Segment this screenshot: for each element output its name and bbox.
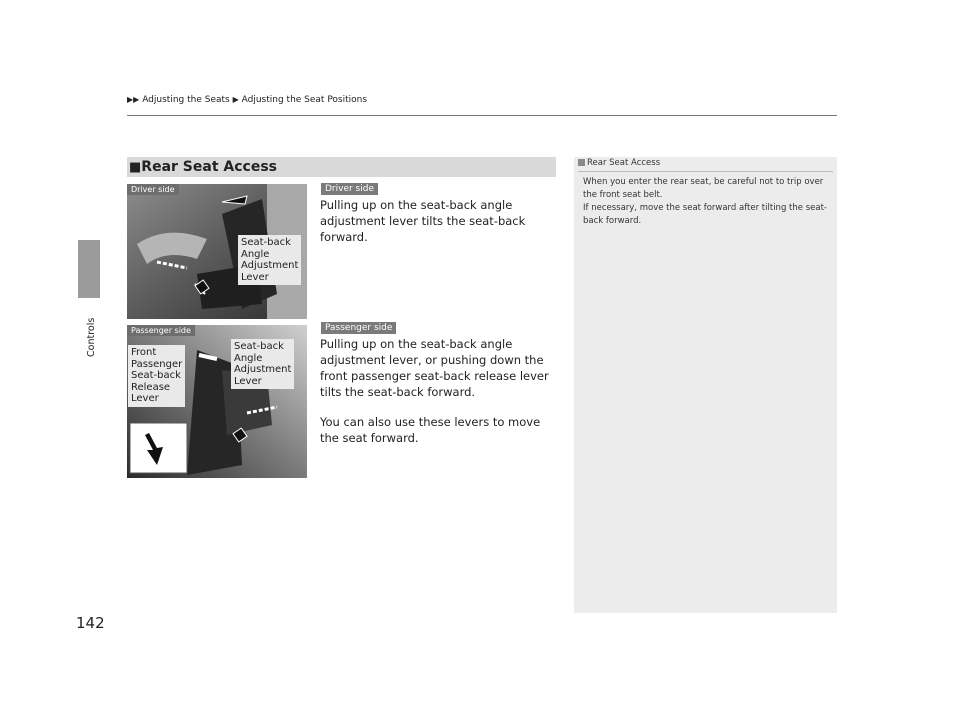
release-lever-callout bbox=[128, 345, 185, 407]
driver-side-text: Pulling up on the seat-back angle adjustment lever tilts the seat-back forward. bbox=[320, 198, 526, 244]
callout-line: Lever bbox=[131, 393, 159, 404]
callout-line: Adjustment bbox=[241, 260, 299, 271]
driver-side-tag: Driver side bbox=[321, 183, 378, 195]
breadcrumb bbox=[127, 95, 367, 105]
breadcrumb-arrow-icon: ▶ bbox=[232, 95, 239, 104]
passenger-side-photo bbox=[127, 325, 307, 478]
passenger-side-text: Pulling up on the seat-back angle adjustment lever, or pushing down the front passenger seat-back release lever tilts the seat-back forward. bbox=[320, 337, 549, 399]
note-text bbox=[583, 176, 828, 228]
callout-line: Release bbox=[131, 381, 171, 393]
section-square-icon: ■ bbox=[129, 160, 142, 175]
section-heading bbox=[127, 157, 556, 177]
callout-line: Passenger bbox=[131, 358, 183, 370]
callout-line: Angle bbox=[241, 248, 270, 260]
driver-side-photo-tag: Driver side bbox=[127, 184, 179, 195]
note-line-2: If necessary, move the seat forward after tilting the seat-back forward. bbox=[583, 203, 827, 226]
driver-angle-lever-callout bbox=[238, 235, 301, 285]
note-title-text: Rear Seat Access bbox=[587, 158, 661, 168]
callout-line: Seat-back bbox=[234, 341, 284, 352]
note-title bbox=[578, 158, 660, 168]
callout-line: Lever bbox=[241, 271, 269, 283]
note-marker-icon bbox=[578, 159, 585, 166]
sidebar-tab bbox=[78, 240, 100, 298]
header-divider bbox=[127, 115, 837, 116]
breadcrumb-part-2[interactable]: Adjusting the Seat Positions bbox=[241, 95, 368, 105]
passenger-side-tag: Passenger side bbox=[321, 322, 396, 334]
page-number: 142 bbox=[76, 614, 105, 632]
passenger-angle-lever-callout bbox=[231, 339, 294, 389]
callout-line: Angle bbox=[234, 352, 263, 364]
sidebar-label: Controls bbox=[86, 317, 97, 357]
section-title: Rear Seat Access bbox=[141, 159, 277, 175]
note-line-1: When you enter the rear seat, be careful not to trip over the front seat belt. bbox=[583, 177, 824, 200]
passenger-side-text-2: You can also use these levers to move the seat forward. bbox=[320, 415, 541, 445]
breadcrumb-arrow-icon: ▶▶ bbox=[127, 95, 140, 104]
note-divider bbox=[578, 171, 833, 172]
callout-line: Adjustment bbox=[234, 364, 292, 375]
callout-line: Seat-back bbox=[241, 237, 291, 248]
callout-line: Front bbox=[131, 347, 157, 358]
passenger-side-photo-tag: Passenger side bbox=[127, 325, 195, 336]
callout-line: Seat-back bbox=[131, 370, 181, 381]
callout-line: Lever bbox=[234, 375, 262, 387]
driver-side-photo bbox=[127, 184, 307, 319]
breadcrumb-part-1[interactable]: Adjusting the Seats bbox=[142, 95, 230, 105]
